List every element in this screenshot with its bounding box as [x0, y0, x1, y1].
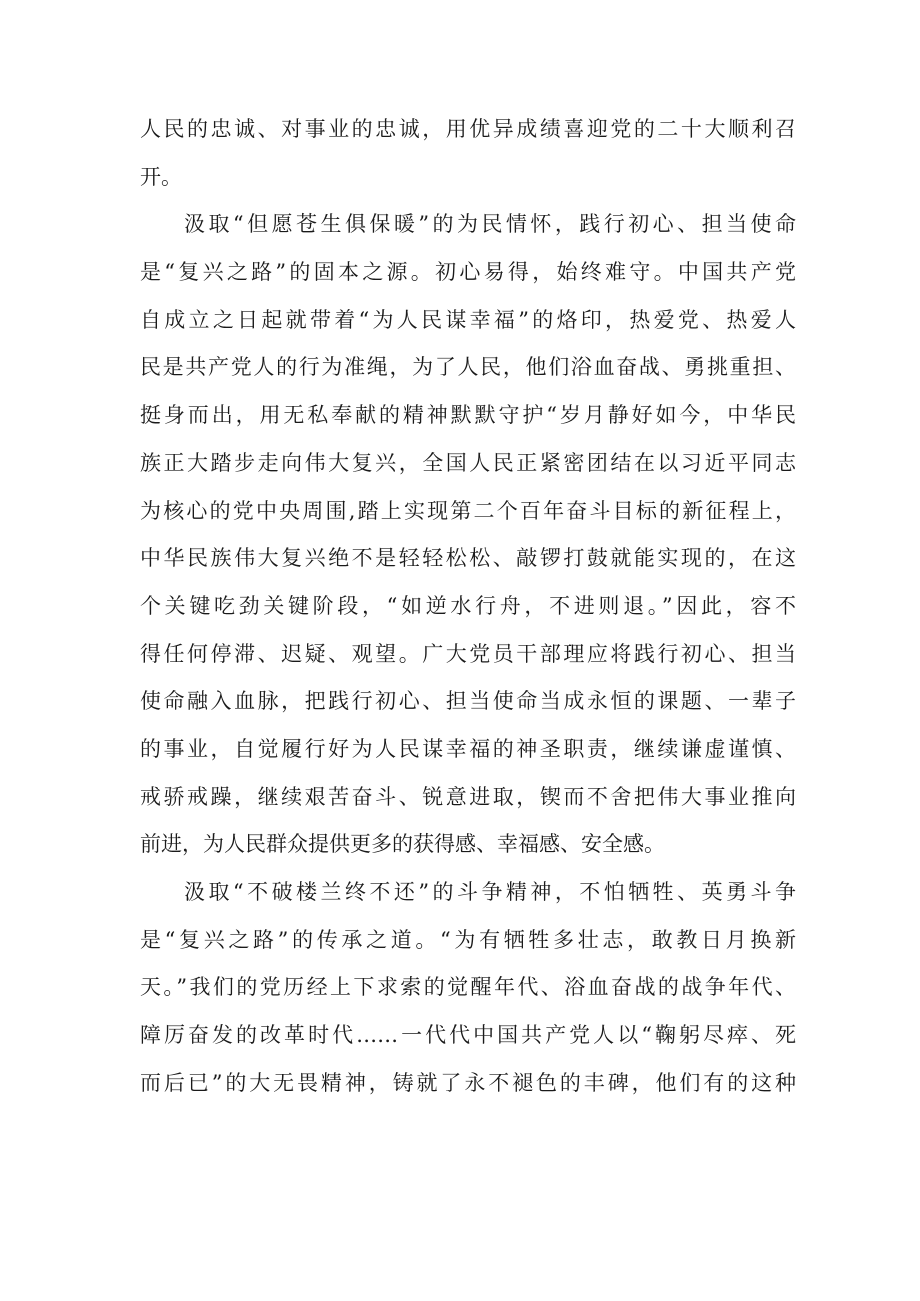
text-line: 个关键吃劲关键阶段，“如逆水行舟，不进则退。”因此，容不 [140, 593, 796, 618]
text-line: 挺身而出，用无私奉献的精神默默守护“岁月静好如今，中华民 [140, 403, 796, 428]
text-line: 是“复兴之路”的固本之源。初心易得，始终难守。中国共产党 [140, 260, 796, 285]
text-line: 中华民族伟大复兴绝不是轻轻松松、敲锣打鼓就能实现的，在这 [140, 546, 796, 571]
text-line: 是“复兴之路”的传承之道。“为有牺牲多壮志，敢教日月换新 [140, 927, 796, 952]
text-line: 天。”我们的党历经上下求索的觉醒年代、浴血奋战的战争年代、 [140, 975, 796, 1000]
text-line: 前进，为人民群众提供更多的获得感、幸福感、安全感。 [140, 832, 665, 857]
text-line: 而后已”的大无畏精神，铸就了永不褪色的丰碑，他们有的这种 [140, 1070, 796, 1095]
text-line: 族正大踏步走向伟大复兴，全国人民正紧密团结在以习近平同志 [140, 450, 796, 475]
text-line: 得任何停滞、迟疑、观望。广大党员干部理应将践行初心、担当 [140, 641, 796, 666]
article-body [140, 106, 796, 1107]
text-line: 使命融入血脉，把践行初心、担当使命当成永恒的课题、一辈子 [140, 689, 796, 714]
text-line: 戒骄戒躁，继续艰苦奋斗、锐意进取，锲而不舍把伟大事业推向 [140, 784, 796, 809]
text-line: 障厉奋发的改革时代……一代代中国共产党人以“鞠躬尽瘁、死 [140, 1023, 796, 1048]
text-line: 人民的忠诚、对事业的忠诚，用优异成绩喜迎党的二十大顺利召 [140, 117, 796, 141]
text-line: 开。 [140, 164, 182, 189]
text-line: 民是共产党人的行为准绳，为了人民，他们浴血奋战、勇挑重担、 [140, 355, 796, 380]
text-line: 自成立之日起就带着“为人民谋幸福”的烙印，热爱党、热爱人 [140, 307, 796, 332]
text-line: 的事业，自觉履行好为人民谋幸福的神圣职责，继续谦虚谨慎、 [140, 736, 796, 761]
text-line: 为核心的党中央周围,踏上实现第二个百年奋斗目标的新征程上， [140, 498, 796, 523]
paragraph-first-line: 汲取“但愿苍生俱保暖”的为民情怀，践行初心、担当使命 [184, 212, 796, 237]
paragraph-first-line: 汲取“不破楼兰终不还”的斗争精神，不怕牺牲、英勇斗争 [184, 880, 796, 904]
